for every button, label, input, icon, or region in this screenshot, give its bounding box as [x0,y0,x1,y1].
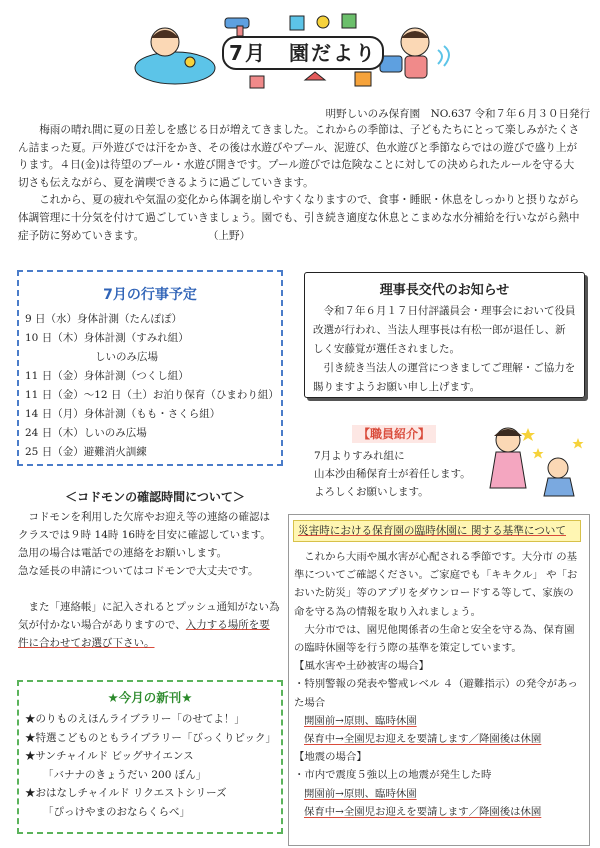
codmon-underlined-text: 入力する場所を要件に合わせてお選び下さい。 [18,619,270,649]
book-item: ★のりものえほんライブラリー「のせてよ！」 [25,713,245,725]
event-item: 10 日（木）身体計測（すみれ組） [25,332,189,344]
new-books-list [19,710,281,821]
codmon-paragraph [18,598,280,652]
chairman-notice-box [304,272,585,398]
event-item: 25 日（金）避難消火訓練 [25,446,147,458]
disaster-rule [294,712,582,730]
codmon-text-part: また「連絡帳」に記入されるとプッシュ通知がない為気が付かない場合がありますので、 [18,601,280,631]
new-books-box [17,680,283,834]
disaster-title [293,520,581,542]
disaster-condition: ・市内で震度５強以上の地震が発生した時 [294,769,492,782]
child-in-tub-illustration [135,28,215,84]
event-item: 11 日（金）～12 日（土）お泊り保育（ひまわり組） [25,389,279,401]
disaster-section-heading: 【風水害や土砂被害の場合】 [294,660,430,673]
new-books-title: ★今月の新刊★ [107,690,193,705]
event-item: 14 日（月）身体計測（もも・さくら組） [25,408,221,420]
disaster-condition: ・特別警報の発表や警戒レベル ４（避難指示）の発令があった場合 [294,678,578,709]
disaster-rule-text: 開園前→原則、臨時休園 [304,787,417,800]
disaster-paragraph: これから大雨や風水害が心配される季節です。大分市 の基準についてご確認ください。ご家庭でも「キキクル」 や「おおいた防災」等のアプリをダウンロードする等して、家族の命を守る為の情報を取り入れましょう。 [294,551,578,618]
chairman-notice-title: 理事長交代のお知らせ [379,283,510,298]
staff-intro-title: 【職員紹介】 [352,425,436,443]
child-watering-illustration [380,28,449,78]
disaster-paragraph: 大分市では、園児他関係者の生命と安全を守る為、保育園の臨時休園等を行う際の基準を策定しています。 [294,623,575,655]
disaster-title-text: 災害時における保育園の臨時休園に 関する基準について [298,525,566,537]
staff-line: 山本沙由稀保育士が着任します。 [314,468,471,480]
chairman-paragraph: 令和７年６月１７日付評議員会・理事会において役員改選が行われ、当法人理事長は有松一郎が退任し、新しく安藤覚が選任されました。 [313,305,576,355]
events-title: 7月の行事予定 [103,287,197,303]
issue-info: 明野しいのみ保育園 NO.637 令和７年６月３０日発行 [325,108,590,120]
staff-line: 7月よりすみれ組に [314,450,405,462]
events-box [17,270,283,466]
disaster-section-heading: 【地震の場合】 [294,751,367,764]
event-item: しいのみ広場 [95,351,158,363]
staff-line: よろしくお願いします。 [314,486,429,498]
intro-paragraph: 梅雨の晴れ間に夏の日差しを感じる日が増えてきました。これからの季節は、子どもたちにとって楽しみがたくさん詰まった夏。戸外遊びでは汗をかき、その後は水遊びやプール、泥遊び、色水遊びと季節ならではの遊びで盛り上がります。４日(金)は待望のプール・水遊び開きです。プール遊びでは危険なことに対しての決められたルールを守る大切さも伝えながら、夏を満喫できるように過ごしていきます。 [18,124,580,189]
event-item: 9 日（水）身体計測（たんぽぽ） [25,313,183,325]
intro-paragraph: これから、夏の疲れや気温の変化から体調を崩しやすくなりますので、食事・睡眠・休息をしっかりと摂りながら体調管理に十分気を付けて過ごしていきましょう。園でも、引き続き適度な休息とこまめな水分補給を行いながら熱中症予防に努めていきます。 （上野） [18,194,580,242]
codmon-text [18,508,280,652]
chairman-paragraph: 引き続き当法人の運営につきましてご理解・ご協力を賜りますようお願い申し上げます。 [313,362,576,393]
codmon-paragraph: コドモンを利用した欠席やお迎え等の連絡の確認はクラスでは９時 14時 16時を目安に確認しています。急用の場合は電話での連絡をお願いします。 [18,511,271,559]
intro-text [18,122,584,245]
disaster-rule-text: 保育中→全園児お迎えを要請します／降園後は休園 [304,805,542,818]
disaster-rule [294,730,582,748]
book-item: ★おはなしチャイルド リクエストシリーズ [25,787,227,799]
disaster-rule-text: 開園前→原則、臨時休園 [304,714,417,727]
staff-intro-text [314,447,494,501]
event-item: 11 日（金）身体計測（つくし組） [25,370,189,382]
disaster-rule-text: 保育中→全園児お迎えを要請します／降園後は休園 [304,733,542,746]
event-item: 24 日（木）しいのみ広場 [25,427,147,439]
codmon-title: ＜コドモンの確認時間について＞ [65,490,245,504]
disaster-rule [294,785,582,803]
book-item: ★サンチャイルド ビッグサイエンス [25,750,194,762]
book-item: 「ぴっけやまのおならくらべ」 [43,805,190,818]
codmon-paragraph: 急な延長の申請についてはコドモンで大丈夫です。 [18,565,259,577]
book-item: ★特選こどものともライブラリー「びっくりピック」 [25,731,276,744]
book-item: 「バナナのきょうだい 200 ぼん」 [43,768,207,781]
page-title: 7月 園だより [222,36,384,70]
tanabata-illustration [478,418,588,500]
disaster-rule [294,803,582,821]
disaster-body [294,548,582,821]
events-list [19,310,281,462]
